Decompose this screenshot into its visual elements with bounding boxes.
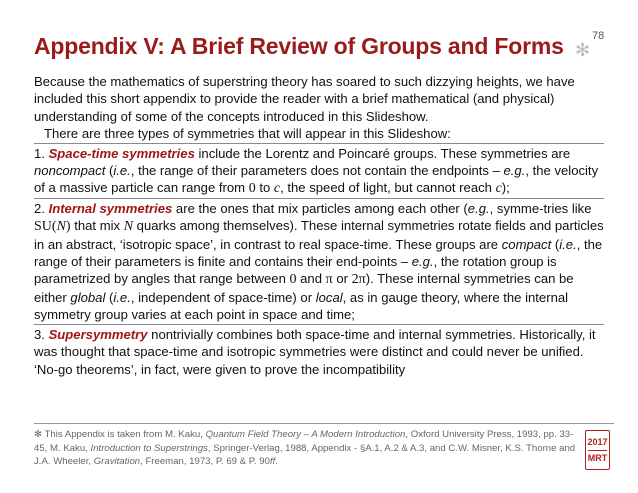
asterism-icon: ✻ — [34, 429, 43, 440]
text: , the velocity of a massive particle can range from — [34, 163, 599, 196]
text: quarks among themselves). These internal symmetries rotate fields and particles in an abstract, ‘isotropic space’, in contrast to real space-time. These groups are — [34, 218, 604, 252]
text: , symme-tries like — [489, 200, 592, 216]
text: and — [296, 271, 326, 287]
text: , the rotation group is parametrized by angles that range between — [34, 254, 557, 287]
term-space-time-symmetries: Space-time symmetries — [48, 145, 195, 161]
book-title: Quantum Field Theory – A Modern Introduction — [205, 429, 406, 440]
badge-divider — [588, 450, 607, 451]
text: ( — [551, 236, 560, 252]
asterism-icon: ✻ — [575, 40, 591, 60]
item-number: 2. — [34, 200, 45, 216]
slide-number: 78 — [592, 30, 605, 42]
mrt-logo-badge — [585, 430, 610, 470]
text-eg: e.g. — [503, 163, 526, 179]
math-c: c — [495, 181, 502, 197]
math-zero: 0 — [289, 272, 297, 288]
text: ( — [105, 289, 114, 305]
math-pi: π — [325, 272, 333, 288]
math-paren: ) — [65, 219, 71, 235]
text-ff: ff — [269, 456, 276, 467]
page-title: Appendix V: A Brief Review of Groups and Forms — [34, 33, 564, 59]
badge-org: MRT — [587, 452, 608, 463]
text: , the speed of light, but cannot reach — [280, 180, 496, 196]
term-noncompact: noncompact — [34, 163, 106, 179]
term-supersymmetry: Supersymmetry — [48, 326, 148, 342]
text: . — [275, 456, 278, 467]
text: , independent of space-time) or — [130, 289, 316, 305]
text-ie: i.e. — [113, 163, 131, 179]
text-eg: e.g. — [467, 200, 490, 216]
book-title: Introduction to Superstrings — [90, 442, 208, 454]
intro-lead: There are three types of symmetries that will appear in this Slideshow: — [44, 126, 451, 142]
text: , the range of their parameters is finite and contains their end-points – — [34, 236, 603, 270]
text: or — [332, 271, 352, 287]
term-internal-symmetries: Internal symmetries — [48, 200, 173, 216]
item-number: 1. — [34, 145, 45, 161]
math-two-pi: 2π — [351, 272, 366, 288]
text: include the Lorentz and Poincaré groups. These symmetries are — [194, 145, 571, 161]
slide-body — [34, 73, 604, 378]
term-global: global — [70, 289, 106, 305]
text: ); — [501, 180, 510, 196]
text: , Freeman, 1973, P. 69 & P. 90 — [140, 456, 270, 467]
text-ie: i.e. — [559, 236, 577, 252]
text: ( — [105, 163, 114, 179]
item-number: 3. — [34, 326, 45, 342]
item-supersymmetry — [34, 324, 604, 378]
text: , the range of their parameters does not contain the endpoints – — [130, 163, 504, 179]
badge-year: 2017 — [587, 436, 608, 447]
footnote-divider — [34, 423, 614, 424]
term-local: local — [315, 289, 343, 305]
text: This Appendix is taken from M. Kaku, — [42, 429, 206, 440]
item-space-time — [34, 143, 604, 198]
term-compact: compact — [501, 236, 552, 252]
item-internal — [34, 198, 604, 324]
math-n: N — [123, 219, 134, 235]
math-n: N — [56, 219, 66, 235]
math-su: SU( — [34, 219, 57, 235]
text: , Oxford University Press, 1993, pp. 33-45, M. Kaku, — [34, 429, 574, 454]
text: , Springer-Verlag, 1988, Appendix - §A.1, A.2 & A.3, and C.W. Misner, K.S. Thorne and J.A. Wheeler, — [34, 442, 576, 467]
intro-paragraph: Because the mathematics of superstring theory has soared to such dizzying heights, we have included this short appendix to provide the reader with a brief mathematical (and physical) understanding of some of the concepts introduced in this Slideshow. — [34, 74, 575, 124]
book-title: Gravitation — [93, 456, 141, 467]
text: that mix — [70, 218, 124, 234]
text: nontrivially combines both space-time and internal symmetries. Historically, it was thought that space-time and isotropic symmetries were distinct and could never be unified. ‘No-go theorems’, in fact, were given to prove the incompatibility — [34, 326, 596, 377]
math-c: c — [273, 181, 281, 197]
text: to — [255, 180, 274, 196]
text-ie: i.e. — [113, 289, 131, 305]
math-zero: 0 — [248, 181, 256, 197]
text: ). These internal symmetries can be either — [34, 271, 574, 305]
text-eg: e.g. — [411, 254, 434, 270]
text: , as in gauge theory, where the internal symmetry group varies at each point in space and time; — [34, 289, 569, 323]
footnote — [34, 428, 580, 469]
text: are the ones that mix particles among each other ( — [172, 200, 468, 216]
